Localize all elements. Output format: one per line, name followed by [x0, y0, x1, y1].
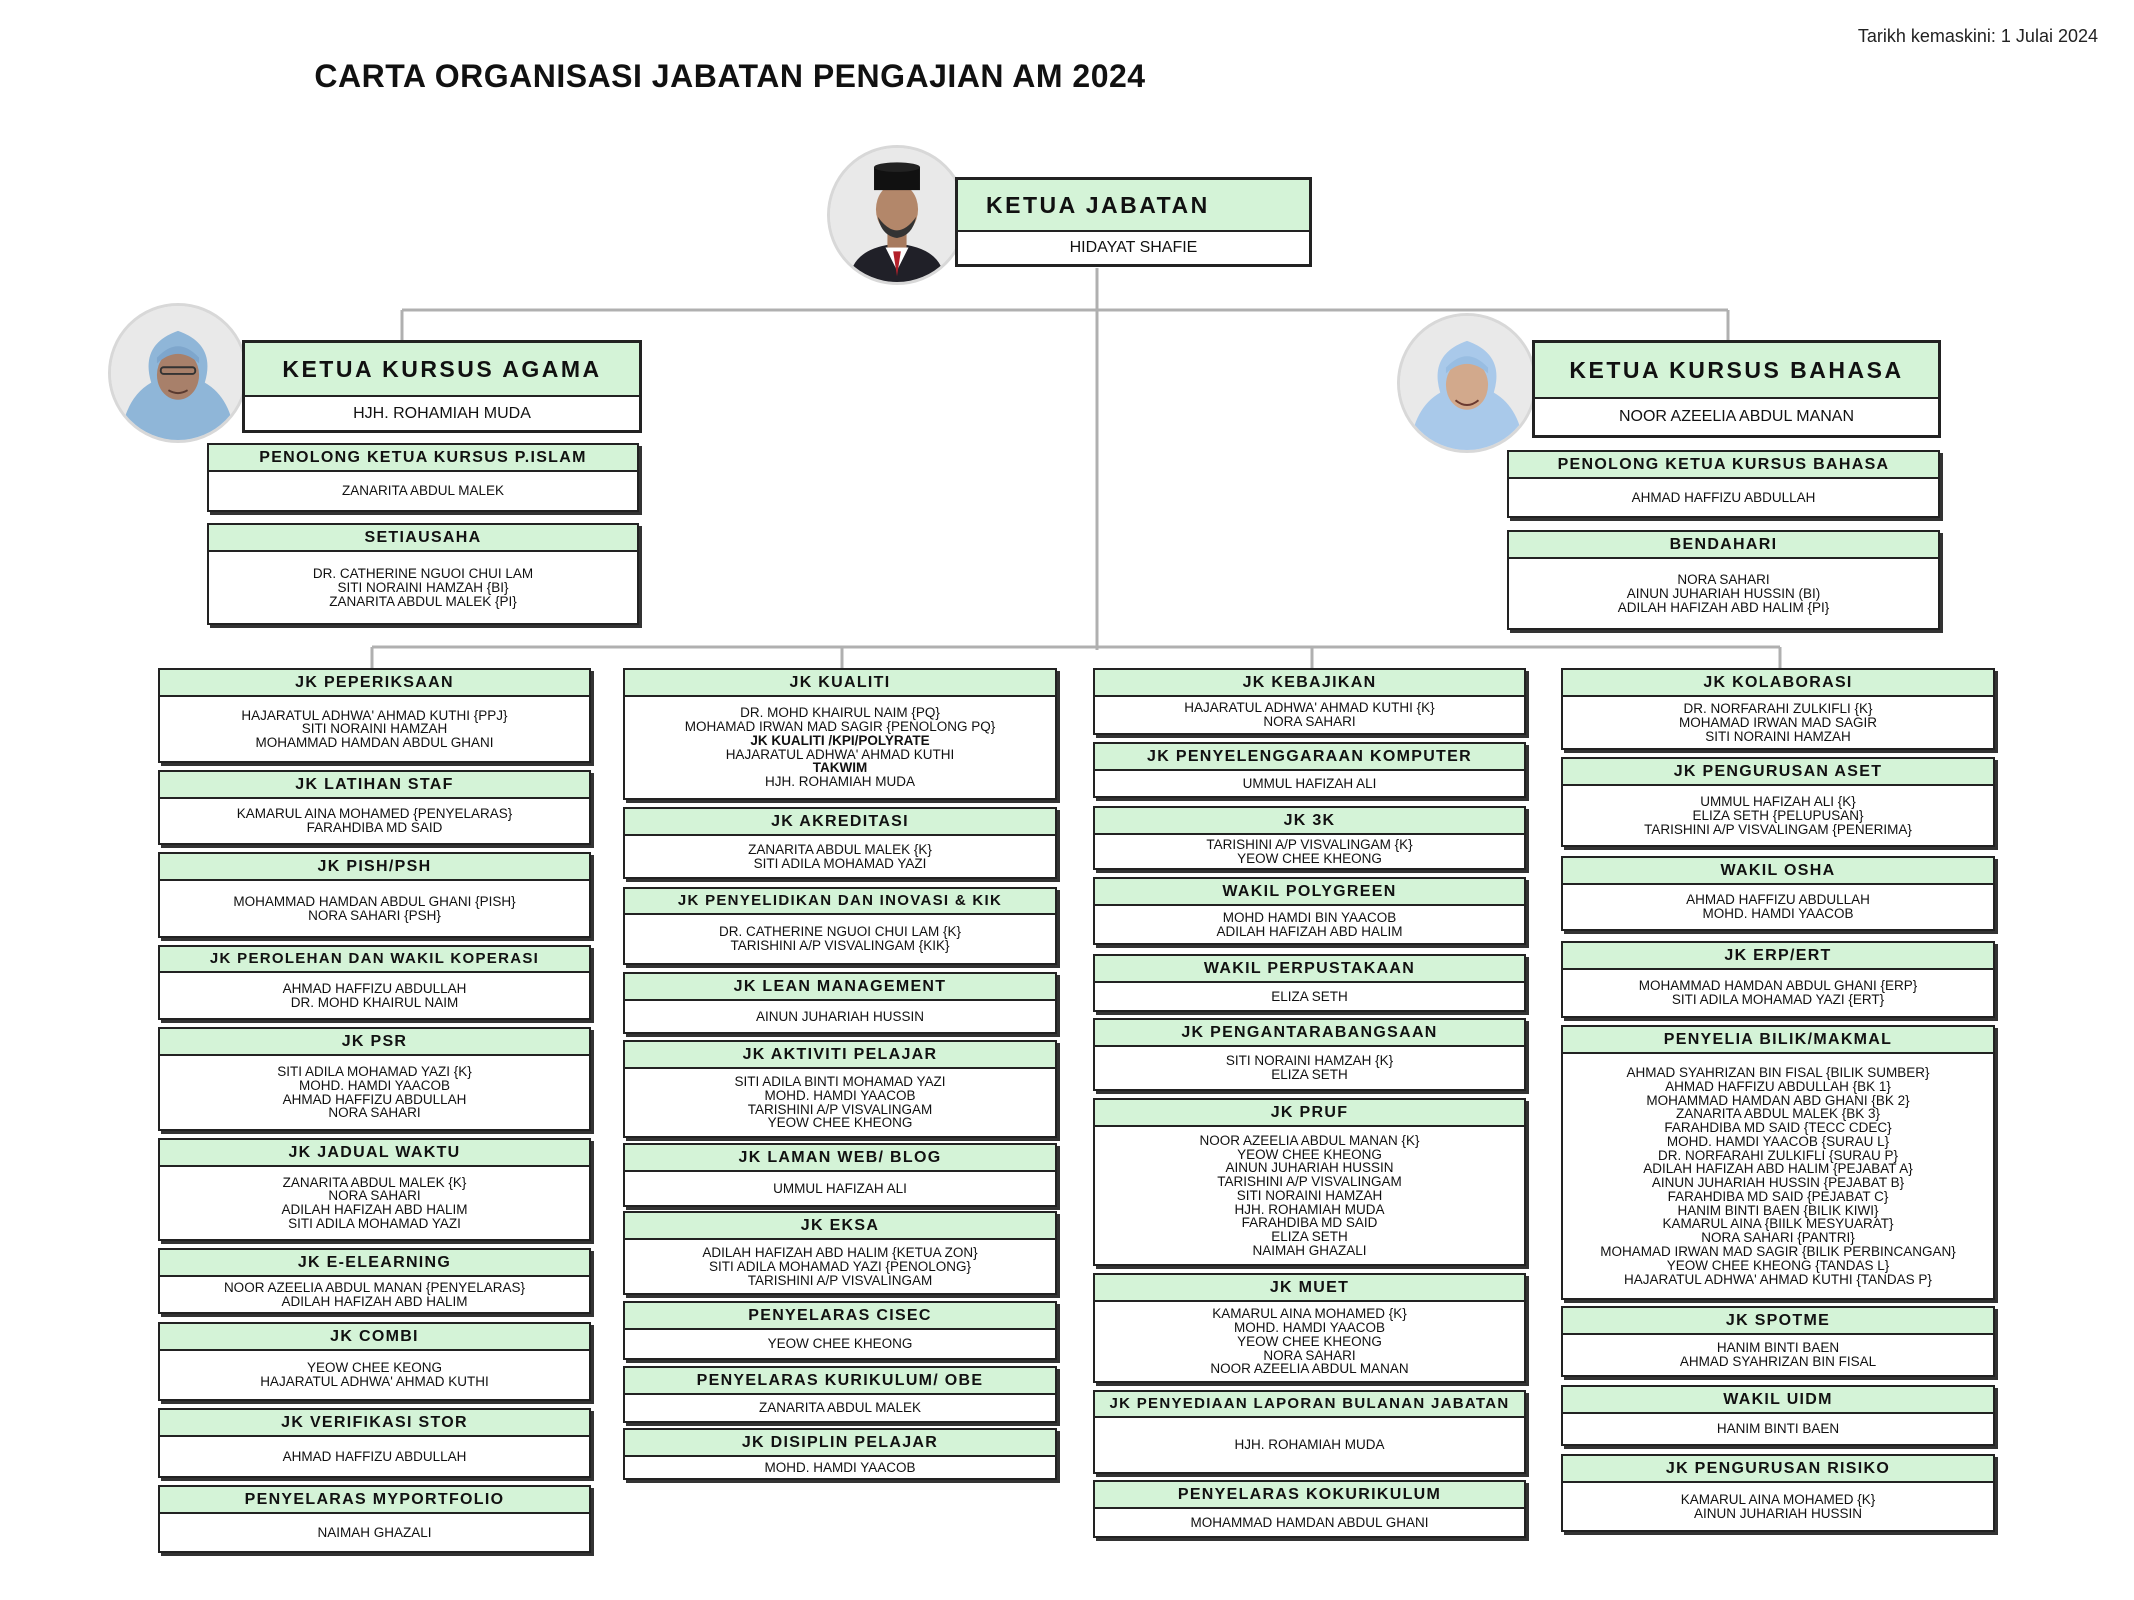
member-line: MOHD. HAMDI YAACOB: [298, 1077, 451, 1093]
committee-members: [160, 973, 589, 1018]
committee-title: JK AKREDITASI: [625, 809, 1055, 836]
member-line: TARISHINI A/P VISVALINGAM {PENERIMA}: [1644, 821, 1912, 837]
committee-members: [625, 1240, 1055, 1293]
member-line: ZANARITA ABDUL MALEK {K}: [282, 1174, 467, 1190]
member-line: YEOW CHEE KHEONG: [1237, 1333, 1382, 1349]
member-line: DR. NORFARAHI ZULKIFLI {SURAU P}: [1657, 1147, 1899, 1163]
member-line: MOHD. HAMDI YAACOB: [1233, 1320, 1386, 1336]
member-line: TARISHINI A/P VISVALINGAM: [747, 1101, 933, 1117]
person-woman-icon: [1400, 316, 1534, 450]
agama-name: HJH. ROHAMIAH MUDA: [353, 404, 531, 422]
committee-members: [1095, 983, 1524, 1010]
member-line: AHMAD HAFFIZU ABDULLAH: [282, 980, 467, 996]
committee-title: JK SPOTME: [1563, 1308, 1993, 1335]
member-line: ZANARITA ABDUL MALEK {BK 3}: [1675, 1106, 1881, 1122]
jk-erp-ert-box: [1561, 941, 1995, 1018]
member-line: YEOW CHEE KHEONG: [1237, 850, 1382, 866]
committee-title: JK PENYELIDIKAN DAN INOVASI & KIK: [625, 889, 1055, 915]
member-line: SITI ADILA MOHAMAD YAZI {K}: [277, 1064, 472, 1080]
committee-members: [625, 1069, 1055, 1136]
head-of-department-box: [955, 177, 1312, 267]
member-line: ELIZA SETH: [1271, 988, 1348, 1004]
penyelaras-kurikulum-obe-box: [623, 1366, 1057, 1423]
agama-photo: [108, 303, 248, 443]
committee-title: JK EKSA: [625, 1213, 1055, 1240]
jk-akreditasi-box: [623, 807, 1057, 879]
committee-members: [1509, 479, 1938, 516]
member-line: SITI NORAINI HAMZAH: [1705, 728, 1851, 744]
committee-members: [160, 1514, 589, 1551]
member-line: MOHD. HAMDI YAACOB: [764, 1459, 916, 1475]
member-line: NOOR AZEELIA ABDUL MANAN: [1210, 1361, 1409, 1377]
member-line: AHMAD SYAHRIZAN BIN FISAL {BILIK SUMBER}: [1626, 1065, 1930, 1081]
member-line: DR. CATHERINE NGUOI CHUI LAM {K}: [718, 924, 962, 940]
member-line: MOHAMMAD HAMDAN ABDUL GHANI: [255, 735, 494, 751]
committee-members: [1563, 1483, 1993, 1530]
member-line: NAIMAH GHAZALI: [317, 1524, 432, 1540]
jk-psr-box: [158, 1027, 591, 1131]
head-name: HIDAYAT SHAFIE: [1069, 239, 1198, 256]
penyelia-bilik-makmal-box: [1561, 1025, 1995, 1300]
committee-title: JK 3K: [1095, 808, 1524, 835]
member-line: SITI ADILA MOHAMAD YAZI: [288, 1215, 461, 1231]
member-line: MOHD. HAMDI YAACOB {SURAU L}: [1666, 1133, 1890, 1149]
member-line: HJH. ROHAMIAH MUDA: [1234, 1437, 1385, 1453]
wakil-uidm-box: [1561, 1385, 1995, 1446]
member-line: HANIM BINTI BAEN: [1716, 1421, 1840, 1437]
committee-members: [160, 799, 589, 843]
committee-title: JK MUET: [1095, 1275, 1524, 1302]
member-line: AINUN JUHARIAH HUSSIN: [1225, 1160, 1394, 1176]
jk-latihan-staf-box: [158, 770, 591, 845]
member-line: DR. MOHD KHAIRUL NAIM {PQ}: [740, 705, 940, 721]
committee-title: WAKIL OSHA: [1563, 858, 1993, 885]
member-line: HANIM BINTI BAEN: [1716, 1340, 1840, 1356]
jk-jadual-waktu-box: [158, 1138, 591, 1241]
member-line: ZANARITA ABDUL MALEK: [758, 1400, 922, 1416]
committee-members: [625, 1330, 1055, 1358]
member-line: YEOW CHEE KHEONG: [767, 1336, 913, 1352]
member-line: MOHAMMAD HAMDAN ABDUL GHANI: [1190, 1514, 1429, 1530]
committee-members: [625, 836, 1055, 877]
head-photo: [827, 145, 967, 285]
committee-title: JK KEBAJIKAN: [1095, 670, 1524, 697]
wakil-perpustakaan-box: [1093, 954, 1526, 1012]
committee-title: JK DISIPLIN PELAJAR: [625, 1430, 1055, 1457]
committee-members: [1095, 1418, 1524, 1472]
member-line: TAKWIM: [812, 760, 868, 776]
committee-members: [160, 1167, 589, 1239]
committee-title: PENOLONG KETUA KURSUS P.ISLAM: [209, 445, 637, 472]
member-line: YEOW CHEE KEONG: [306, 1360, 443, 1376]
jk-pengurusan-aset-box: [1561, 757, 1995, 847]
committee-members: [625, 1395, 1055, 1421]
member-line: MOHD HAMDI BIN YAACOB: [1222, 909, 1397, 925]
jk-aktiviti-pelajar-box: [623, 1040, 1057, 1138]
jk-eksa-box: [623, 1211, 1057, 1295]
bendahari-box: [1507, 530, 1940, 630]
committee-title: WAKIL PERPUSTAKAAN: [1095, 956, 1524, 983]
member-line: DR. MOHD KHAIRUL NAIM: [290, 994, 459, 1010]
member-line: ELIZA SETH {PELUPUSAN}: [1692, 807, 1864, 823]
member-line: AINUN JUHARIAH HUSSIN (BI): [1626, 585, 1821, 601]
jk-verifikasi-stor-box: [158, 1408, 591, 1478]
committee-title: JK PENYEDIAAN LAPORAN BULANAN JABATAN: [1095, 1392, 1524, 1418]
member-line: SITI NORAINI HAMZAH: [1236, 1187, 1383, 1203]
member-line: NORA SAHARI: [328, 1188, 421, 1204]
member-line: MOHAMAD IRWAN MAD SAGIR {BILIK PERBINCANGAN}: [1600, 1244, 1956, 1260]
bahasa-name: NOOR AZEELIA ABDUL MANAN: [1618, 408, 1855, 425]
penolong-ketua-kursus-bahasa-box: [1507, 450, 1940, 518]
committee-title: PENYELARAS KOKURIKULUM: [1095, 1482, 1524, 1509]
person-woman-icon: [111, 306, 245, 440]
committee-members: [1095, 906, 1524, 943]
member-line: AHMAD HAFFIZU ABDULLAH: [1686, 892, 1870, 908]
committee-title: JK LATIHAN STAF: [160, 772, 589, 799]
member-line: SITI ADILA BINTI MOHAMAD YAZI: [734, 1074, 946, 1090]
member-line: SITI ADILA MOHAMAD YAZI {PENOLONG}: [708, 1258, 972, 1274]
member-line: ZANARITA ABDUL MALEK: [341, 483, 505, 499]
member-line: FARAHDIBA MD SAID {PEJABAT C}: [1667, 1188, 1889, 1204]
member-line: NORA SAHARI {PSH}: [308, 907, 441, 923]
committee-members: [160, 1277, 589, 1312]
committee-members: [1095, 771, 1524, 796]
agama-title: KETUA KURSUS AGAMA: [245, 343, 639, 397]
committee-members: [1563, 1414, 1993, 1444]
bahasa-head-box: [1532, 340, 1941, 438]
committee-title: JK LAMAN WEB/ BLOG: [625, 1145, 1055, 1172]
member-line: MOHAMAD IRWAN MAD SAGIR {PENOLONG PQ}: [684, 719, 996, 735]
member-line: HAJARATUL ADHWA' AHMAD KUTHI: [725, 746, 955, 762]
committee-title: JK PISH/PSH: [160, 854, 589, 881]
jk-lean-management-box: [623, 972, 1057, 1034]
member-line: SITI ADILA MOHAMAD YAZI {ERT}: [1671, 992, 1885, 1008]
jk-penyelidikan-dan-inovasi-kik-box: [623, 887, 1057, 965]
committee-title: JK PEROLEHAN DAN WAKIL KOPERASI: [160, 947, 589, 973]
committee-members: [160, 1351, 589, 1399]
agama-head-box: [242, 340, 642, 433]
committee-title: JK PEPERIKSAAN: [160, 670, 589, 697]
committee-members: [1563, 970, 1993, 1016]
member-line: YEOW CHEE KHEONG: [1237, 1146, 1382, 1162]
member-line: MOHAMMAD HAMDAN ABD GHANI {BK 2}: [1646, 1092, 1910, 1108]
member-line: AHMAD HAFFIZU ABDULLAH: [282, 1448, 467, 1464]
jk-pruf-box: [1093, 1098, 1526, 1266]
committee-title: PENYELIA BILIK/MAKMAL: [1563, 1027, 1993, 1054]
member-line: YEOW CHEE KHEONG {TANDAS L}: [1666, 1257, 1890, 1273]
person-man-icon: [830, 148, 964, 282]
committee-members: [625, 1457, 1055, 1478]
jk-pish-psh-box: [158, 852, 591, 938]
member-line: NOOR AZEELIA ABDUL MANAN {K}: [1199, 1132, 1420, 1148]
member-line: AHMAD SYAHRIZAN BIN FISAL: [1679, 1354, 1877, 1370]
committee-members: [1095, 835, 1524, 868]
committee-members: [625, 1001, 1055, 1032]
committee-title: JK KOLABORASI: [1563, 670, 1993, 697]
committee-title: JK PENGURUSAN ASET: [1563, 759, 1993, 786]
member-line: NORA SAHARI: [1263, 714, 1356, 730]
member-line: AINUN JUHARIAH HUSSIN: [1693, 1505, 1863, 1521]
committee-title: JK PENYELENGGARAAN KOMPUTER: [1095, 744, 1524, 771]
member-line: FARAHDIBA MD SAID: [1241, 1215, 1378, 1231]
member-line: ADILAH HAFIZAH ABD HALIM {PI}: [1617, 599, 1830, 615]
committee-title: WAKIL POLYGREEN: [1095, 879, 1524, 906]
member-line: SITI NORAINI HAMZAH: [301, 721, 448, 737]
member-line: NORA SAHARI: [1677, 572, 1770, 588]
member-line: MOHAMMAD HAMDAN ABDUL GHANI {ERP}: [1638, 978, 1918, 994]
committee-title: JK PENGANTARABANGSAAN: [1095, 1020, 1524, 1047]
committee-title: SETIAUSAHA: [209, 525, 637, 552]
jk-e-elearning-box: [158, 1248, 591, 1314]
member-line: FARAHDIBA MD SAID {TECC CDEC}: [1664, 1120, 1892, 1136]
member-line: SITI ADILA MOHAMAD YAZI: [753, 855, 927, 871]
member-line: HAJARATUL ADHWA' AHMAD KUTHI {K}: [1184, 700, 1435, 716]
member-line: AHMAD HAFFIZU ABDULLAH {BK 1}: [1665, 1078, 1891, 1094]
jk-disiplin-pelajar-box: [623, 1428, 1057, 1480]
committee-title: JK PSR: [160, 1029, 589, 1056]
member-line: NORA SAHARI: [328, 1105, 421, 1121]
member-line: HAJARATUL ADHWA' AHMAD KUTHI {PPJ}: [241, 707, 508, 723]
page-title: CARTA ORGANISASI JABATAN PENGAJIAN AM 2024: [314, 58, 1146, 94]
committee-title: PENYELARAS MYPORTFOLIO: [160, 1487, 589, 1514]
committee-members: [1095, 1127, 1524, 1264]
member-line: FARAHDIBA MD SAID: [306, 820, 443, 836]
member-line: MOHAMMAD HAMDAN ABDUL GHANI {PISH}: [233, 893, 516, 909]
wakil-polygreen-box: [1093, 877, 1526, 945]
committee-members: [209, 552, 637, 623]
member-line: KAMARUL AINA MOHAMED {PENYELARAS}: [236, 806, 513, 822]
committee-members: [1095, 1047, 1524, 1089]
bahasa-title: KETUA KURSUS BAHASA: [1535, 343, 1938, 399]
committee-title: JK JADUAL WAKTU: [160, 1140, 589, 1167]
penolong-ketua-kursus-p-islam-box: [207, 443, 639, 512]
jk-penyelenggaraan-komputer-box: [1093, 742, 1526, 798]
setiausaha-box: [207, 523, 639, 625]
committee-title: WAKIL UIDM: [1563, 1387, 1993, 1414]
member-line: TARISHINI A/P VISVALINGAM {K}: [1206, 836, 1413, 852]
committee-members: [1563, 1054, 1993, 1298]
member-line: ZANARITA ABDUL MALEK {K}: [748, 841, 932, 857]
member-line: MOHAMAD IRWAN MAD SAGIR: [1678, 714, 1877, 730]
member-line: SITI NORAINI HAMZAH {K}: [1225, 1053, 1394, 1069]
member-line: TARISHINI A/P VISVALINGAM {KIK}: [730, 938, 950, 953]
committee-members: [1095, 697, 1524, 733]
member-line: TARISHINI A/P VISVALINGAM: [1217, 1174, 1402, 1190]
member-line: AHMAD HAFFIZU ABDULLAH: [1631, 489, 1816, 505]
committee-members: [625, 697, 1055, 798]
member-line: MOHD. HAMDI YAACOB: [764, 1087, 916, 1103]
committee-members: [160, 1056, 589, 1129]
member-line: KAMARUL AINA {BIILK MESYUARAT}: [1662, 1216, 1894, 1232]
member-line: KAMARUL AINA MOHAMED {K}: [1680, 1491, 1876, 1507]
member-line: ADILAH HAFIZAH ABD HALIM: [281, 1202, 468, 1218]
member-line: HANIM BINTI BAEN {BILIK KIWI}: [1677, 1202, 1879, 1218]
member-line: NOOR AZEELIA ABDUL MANAN {PENYELARAS}: [223, 1279, 526, 1295]
member-line: ZANARITA ABDUL MALEK {PI}: [329, 593, 517, 609]
bahasa-photo: [1397, 313, 1537, 453]
committee-members: [160, 697, 589, 761]
committee-members: [625, 1172, 1055, 1205]
member-line: SITI NORAINI HAMZAH {BI}: [337, 579, 509, 595]
head-title: KETUA JABATAN: [958, 180, 1309, 232]
jk-kolaborasi-box: [1561, 668, 1995, 750]
jk-kualiti-box: [623, 668, 1057, 800]
member-line: UMMUL HAFIZAH ALI: [1242, 775, 1377, 791]
committee-title: JK AKTIVITI PELAJAR: [625, 1042, 1055, 1069]
jk-pengurusan-risiko-box: [1561, 1454, 1995, 1532]
member-line: AINUN JUHARIAH HUSSIN: [755, 1008, 925, 1024]
committee-title: JK COMBI: [160, 1324, 589, 1351]
committee-title: JK ERP/ERT: [1563, 943, 1993, 970]
member-line: ELIZA SETH: [1271, 1229, 1348, 1245]
committee-members: [1563, 697, 1993, 748]
penyelaras-cisec-box: [623, 1301, 1057, 1360]
member-line: KAMARUL AINA MOHAMED {K}: [1212, 1306, 1407, 1322]
member-line: ADILAH HAFIZAH ABD HALIM {KETUA ZON}: [702, 1245, 978, 1261]
committee-members: [1509, 559, 1938, 628]
committee-members: [1095, 1509, 1524, 1536]
jk-penyediaan-laporan-bulanan-jabatan-box: [1093, 1390, 1526, 1474]
committee-title: JK E-ELEARNING: [160, 1250, 589, 1277]
member-line: HJH. ROHAMIAH MUDA: [1234, 1201, 1385, 1217]
last-updated: Tarikh kemaskini: 1 Julai 2024: [1857, 26, 2098, 46]
committee-title: PENYELARAS KURIKULUM/ OBE: [625, 1368, 1055, 1395]
member-line: HJH. ROHAMIAH MUDA: [764, 774, 915, 790]
committee-members: [1563, 786, 1993, 845]
jk-kebajikan-box: [1093, 668, 1526, 735]
member-line: DR. NORFARAHI ZULKIFLI {K}: [1683, 701, 1873, 717]
member-line: AINUN JUHARIAH HUSSIN {PEJABAT B}: [1651, 1175, 1905, 1191]
member-line: ELIZA SETH: [1271, 1067, 1348, 1083]
committee-title: JK PENGURUSAN RISIKO: [1563, 1456, 1993, 1483]
committee-title: JK PRUF: [1095, 1100, 1524, 1127]
committee-title: JK VERIFIKASI STOR: [160, 1410, 589, 1437]
committee-title: BENDAHARI: [1509, 532, 1938, 559]
penyelaras-kokurikulum-box: [1093, 1480, 1526, 1538]
wakil-osha-box: [1561, 856, 1995, 931]
member-line: HAJARATUL ADHWA' AHMAD KUTHI {TANDAS P}: [1624, 1271, 1932, 1287]
member-line: ADILAH HAFIZAH ABD HALIM: [1216, 923, 1403, 939]
member-line: NORA SAHARI {PANTRI}: [1701, 1230, 1855, 1246]
member-line: UMMUL HAFIZAH ALI: [773, 1180, 907, 1196]
committee-members: [160, 1437, 589, 1476]
committee-title: PENYELARAS CISEC: [625, 1303, 1055, 1330]
member-line: AHMAD HAFFIZU ABDULLAH: [282, 1091, 467, 1107]
jk-combi-box: [158, 1322, 591, 1401]
committee-members: [160, 881, 589, 936]
committee-members: [1563, 885, 1993, 929]
jk-muet-box: [1093, 1273, 1526, 1383]
member-line: NAIMAH GHAZALI: [1252, 1242, 1367, 1258]
member-line: HAJARATUL ADHWA' AHMAD KUTHI: [260, 1374, 489, 1390]
committee-title: JK KUALITI: [625, 670, 1055, 697]
committee-members: [209, 472, 637, 510]
member-line: YEOW CHEE KHEONG: [767, 1115, 913, 1131]
committee-members: [1095, 1302, 1524, 1381]
jk-spotme-box: [1561, 1306, 1995, 1377]
member-line: JK KUALITI /KPI/POLYRATE: [750, 732, 930, 748]
member-line: TARISHINI A/P VISVALINGAM: [747, 1272, 933, 1288]
penyelaras-myportfolio-box: [158, 1485, 591, 1553]
jk-laman-web-blog-box: [623, 1143, 1057, 1207]
jk-3k-box: [1093, 806, 1526, 870]
committee-members: [625, 915, 1055, 963]
member-line: DR. CATHERINE NGUOI CHUI LAM: [312, 566, 534, 582]
member-line: ADILAH HAFIZAH ABD HALIM {PEJABAT A}: [1643, 1161, 1913, 1177]
member-line: UMMUL HAFIZAH ALI {K}: [1700, 794, 1856, 810]
jk-perolehan-dan-wakil-koperasi-box: [158, 945, 591, 1020]
member-line: MOHD. HAMDI YAACOB: [1702, 906, 1854, 922]
member-line: NORA SAHARI: [1263, 1347, 1356, 1363]
jk-peperiksaan-box: [158, 668, 591, 763]
member-line: ADILAH HAFIZAH ABD HALIM: [281, 1293, 468, 1309]
committee-members: [1563, 1335, 1993, 1375]
committee-title: PENOLONG KETUA KURSUS BAHASA: [1509, 452, 1938, 479]
jk-pengantarabangsaan-box: [1093, 1018, 1526, 1091]
committee-title: JK LEAN MANAGEMENT: [625, 974, 1055, 1001]
